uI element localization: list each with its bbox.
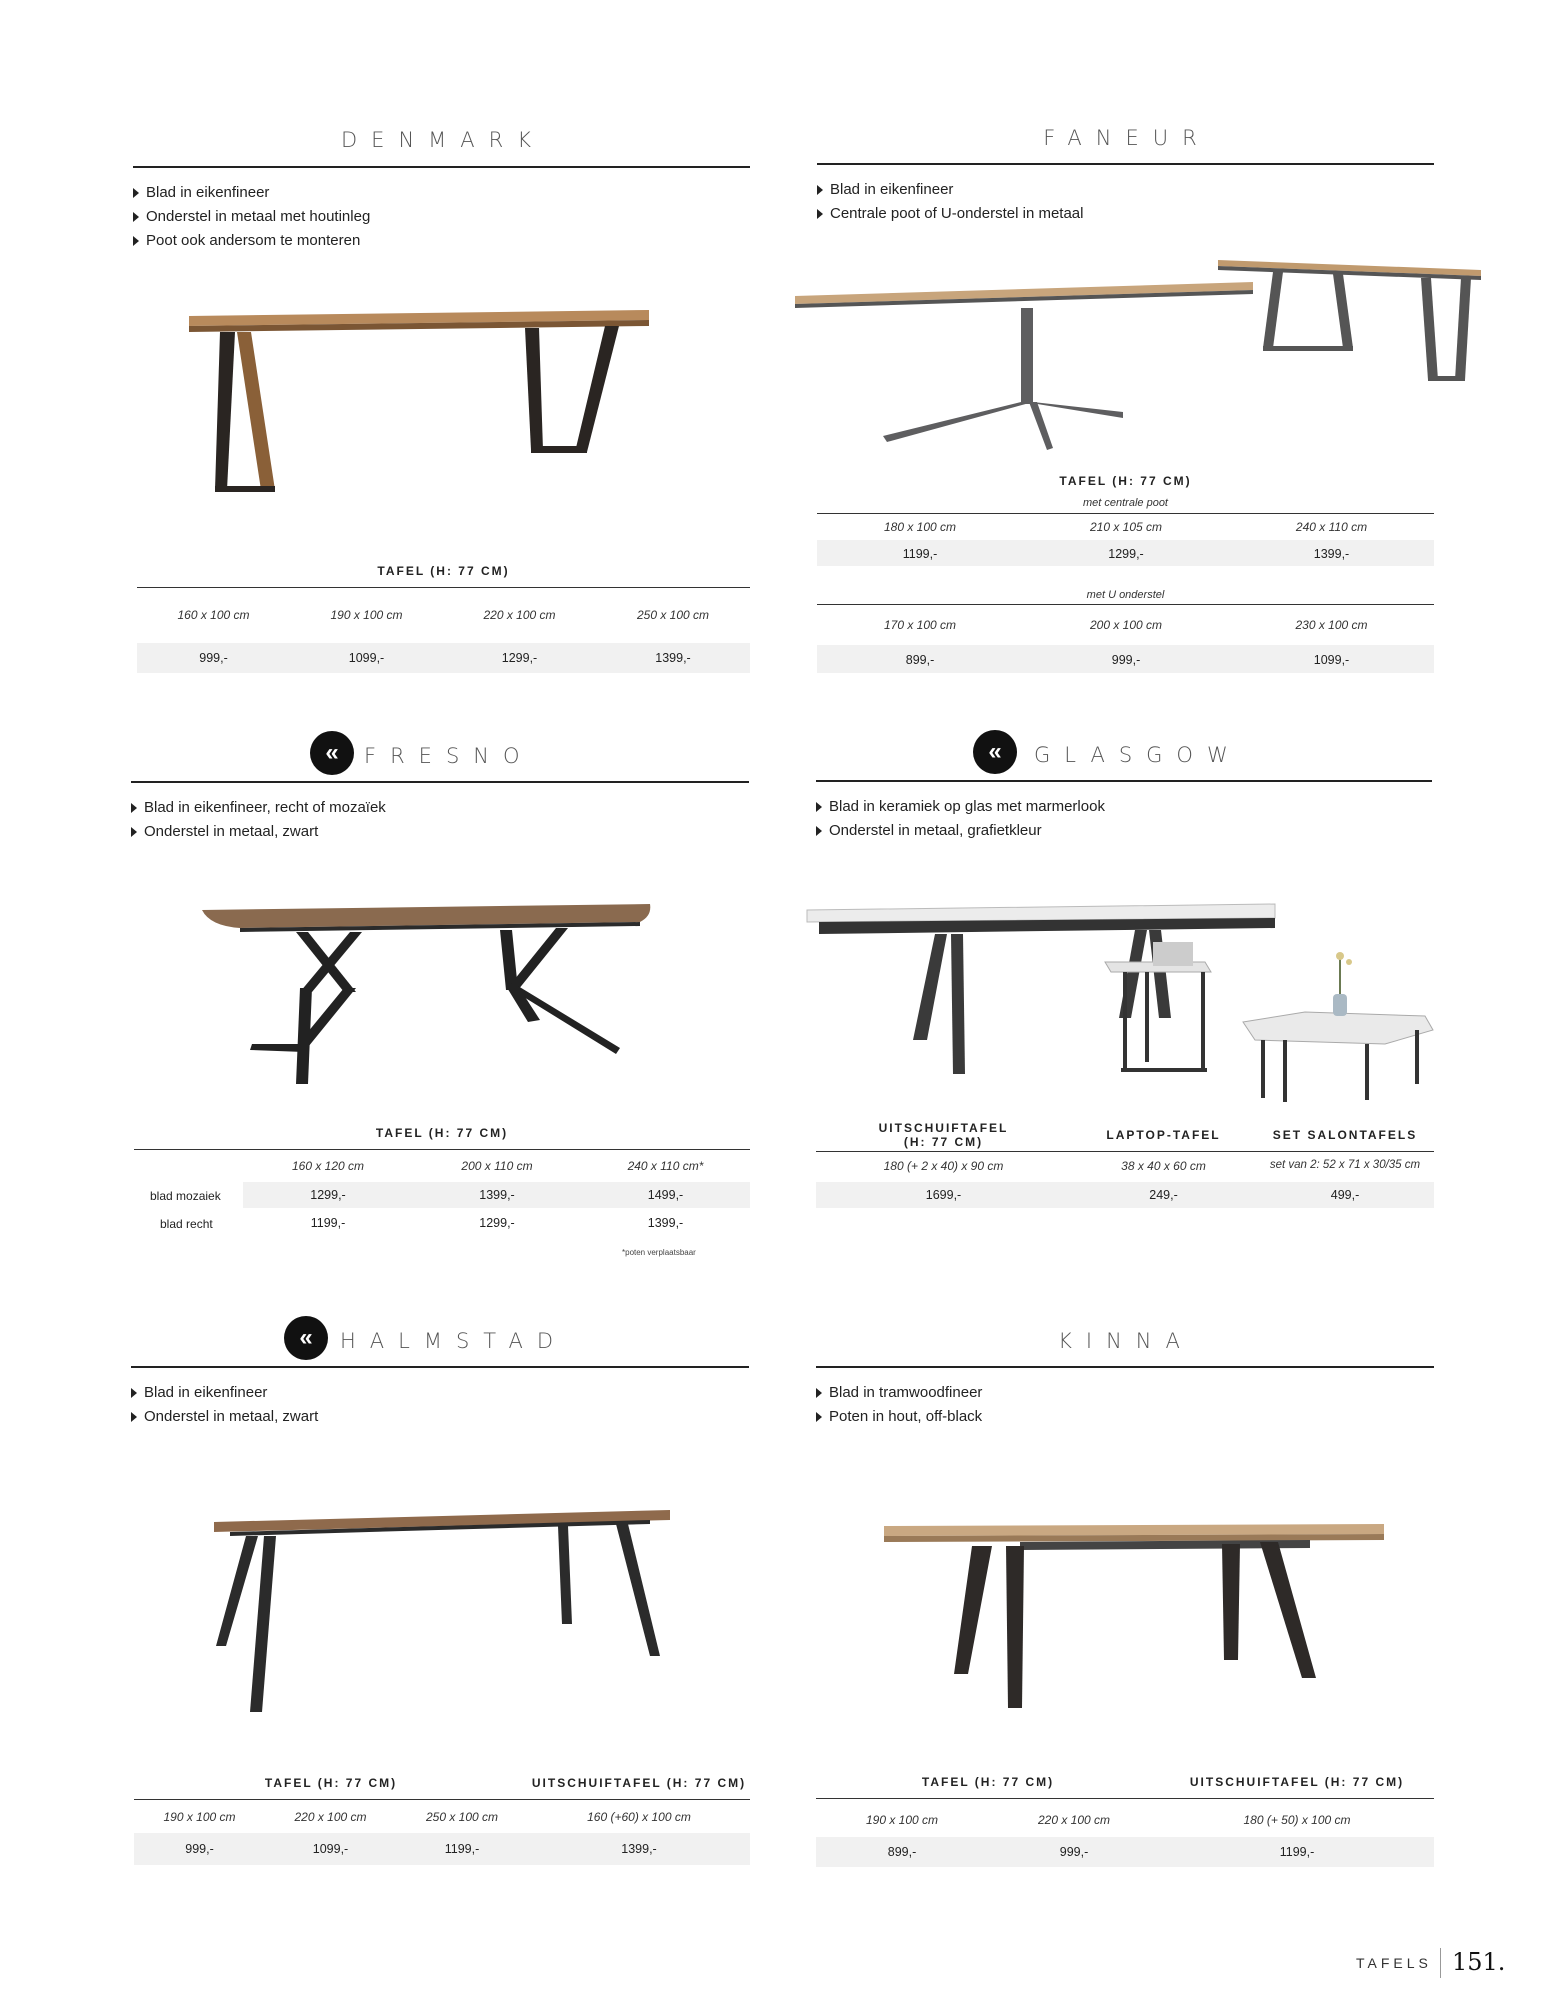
glasgow-col1-heading-line2: (H: 77 CM) [903,1135,984,1149]
price-cell: 1299,- [1108,547,1144,561]
price-cell: 999,- [199,651,228,665]
faneur-group1-label: met centrale poot [1083,497,1168,509]
size-cell: 220 x 100 cm [1037,1813,1111,1827]
footer-section-label: TAFELS [1356,1955,1432,1971]
denmark-table-rule [137,587,750,588]
denmark-table-heading: TAFEL (H: 77 CM) [377,564,510,578]
size-cell: 250 x 100 cm [636,608,710,622]
price-cell: 999,- [1059,1845,1089,1859]
faneur-title-rule [817,163,1434,165]
size-cell: set van 2: 52 x 71 x 30/35 cm [1269,1159,1421,1171]
glasgow-features [816,795,1105,843]
denmark-features [133,181,370,253]
kinna-col2-heading: UITSCHUIFTAFEL (H: 77 CM) [1189,1775,1405,1789]
size-cell: 180 x 100 cm [883,520,957,534]
glasgow-col3-heading: SET SALONTAFELS [1272,1128,1418,1142]
fresno-row-label: blad recht [160,1217,213,1231]
price-cell: 1299,- [310,1188,346,1202]
feature-item: Blad in tramwoodfineer [816,1381,982,1405]
price-cell: 1499,- [647,1188,684,1202]
size-cell: 190 x 100 cm [865,1813,939,1827]
size-cell: 220 x 100 cm [483,608,556,622]
new-badge-icon: « [284,1316,328,1360]
kinna-title-rule [816,1366,1434,1368]
size-cell: 38 x 40 x 60 cm [1121,1159,1206,1173]
fresno-table-rule [134,1149,750,1150]
price-cell: 1199,- [902,547,938,561]
price-cell: 1299,- [479,1216,515,1230]
price-cell: 1399,- [621,1842,657,1856]
feature-item: Blad in keramiek op glas met marmerlook [816,795,1105,819]
price-cell: 1199,- [310,1216,346,1230]
halmstad-title: HALMSTAD [340,1329,568,1353]
halmstad-col2-heading: UITSCHUIFTAFEL (H: 77 CM) [531,1776,747,1790]
glasgow-col2-heading: LAPTOP-TAFEL [1106,1128,1221,1142]
feature-item: Onderstel in metaal met houtinleg [133,205,370,229]
size-cell: 160 (+60) x 100 cm [587,1810,691,1824]
glasgow-title: GLASGOW [1034,743,1242,767]
size-cell: 180 (+ 2 x 40) x 90 cm [883,1159,1004,1173]
halmstad-title-rule [131,1366,749,1368]
size-cell: 200 x 110 cm [461,1159,533,1173]
faneur-group2-rule [817,604,1434,605]
price-cell: 1199,- [444,1842,480,1856]
size-cell: 160 x 120 cm [291,1159,365,1173]
size-cell: 240 x 110 cm* [627,1159,704,1173]
feature-item: Onderstel in metaal, zwart [131,1405,318,1429]
denmark-table-image [185,300,655,500]
glasgow-table-rule [816,1151,1434,1152]
size-cell: 230 x 100 cm [1295,618,1368,632]
feature-item: Blad in eikenfineer [131,1381,318,1405]
new-badge-icon: « [310,731,354,775]
fresno-table-image [200,898,660,1094]
kinna-table-rule [816,1798,1434,1799]
kinna-title: KINNA [1058,1329,1194,1353]
price-cell: 999,- [185,1842,214,1856]
denmark-title: DENMARK [341,128,545,152]
size-cell: 190 x 100 cm [163,1810,236,1824]
halmstad-col1-heading: TAFEL (H: 77 CM) [264,1776,398,1790]
kinna-features [816,1381,982,1429]
price-cell: 899,- [887,1845,917,1859]
size-cell: 180 (+ 50) x 100 cm [1243,1813,1351,1827]
footer-divider [1440,1948,1441,1978]
feature-item: Onderstel in metaal, zwart [131,820,386,844]
denmark-title-rule [133,166,750,168]
glasgow-tables-image [805,898,1445,1108]
size-cell: 160 x 100 cm [177,608,250,622]
kinna-table-image [880,1510,1390,1720]
price-cell: 999,- [1111,653,1141,667]
faneur-group2-label: met U onderstel [1086,589,1165,601]
fresno-table-heading: TAFEL (H: 77 CM) [375,1126,509,1140]
faneur-table-heading: TAFEL (H: 77 CM) [1059,474,1192,488]
size-cell: 190 x 100 cm [330,608,403,622]
fresno-footnote: *poten verplaatsbaar [622,1248,696,1257]
price-cell: 499,- [1330,1188,1360,1202]
kinna-col1-heading: TAFEL (H: 77 CM) [921,1775,1055,1789]
size-cell: 250 x 100 cm [425,1810,499,1824]
price-cell: 1099,- [312,1842,349,1856]
size-cell: 210 x 105 cm [1089,520,1163,534]
price-cell: 899,- [905,653,935,667]
price-cell: 249,- [1149,1188,1178,1202]
page-number: 151. [1452,1948,1506,1976]
price-cell: 1199,- [1279,1845,1315,1859]
faneur-title: FANEUR [1043,126,1211,150]
feature-item: Blad in eikenfineer, recht of mozaïek [131,796,386,820]
feature-item: Onderstel in metaal, grafietkleur [816,819,1105,843]
price-cell: 1399,- [655,651,691,665]
fresno-title: FRESNO [364,744,534,768]
price-cell: 1099,- [1313,653,1350,667]
size-cell: 200 x 100 cm [1089,618,1163,632]
fresno-features [131,796,386,844]
feature-item: Poot ook andersom te monteren [133,229,370,253]
faneur-group1-rule [817,513,1434,514]
feature-item: Blad in eikenfineer [133,181,370,205]
glasgow-col1-heading-line1: UITSCHUIFTAFEL [878,1121,1009,1135]
glasgow-col1-heading [816,1121,1071,1149]
fresno-title-rule [131,781,749,783]
faneur-features [817,178,1083,226]
price-cell: 1699,- [925,1188,962,1202]
price-cell: 1399,- [647,1216,684,1230]
price-cell: 1399,- [1313,547,1350,561]
feature-item: Centrale poot of U-onderstel in metaal [817,202,1083,226]
halmstad-features [131,1381,318,1429]
price-cell: 1299,- [501,651,538,665]
halmstad-table-image [210,1500,680,1720]
glasgow-title-rule [816,780,1432,782]
feature-item: Poten in hout, off-black [816,1405,982,1429]
feature-item: Blad in eikenfineer [817,178,1083,202]
new-badge-icon: « [973,730,1017,774]
fresno-row-label: blad mozaiek [150,1189,221,1203]
faneur-table-image [793,252,1483,462]
price-cell: 1099,- [348,651,385,665]
halmstad-table-rule [134,1799,750,1800]
size-cell: 240 x 110 cm [1295,520,1368,534]
size-cell: 220 x 100 cm [294,1810,367,1824]
price-cell: 1399,- [479,1188,515,1202]
size-cell: 170 x 100 cm [883,618,957,632]
